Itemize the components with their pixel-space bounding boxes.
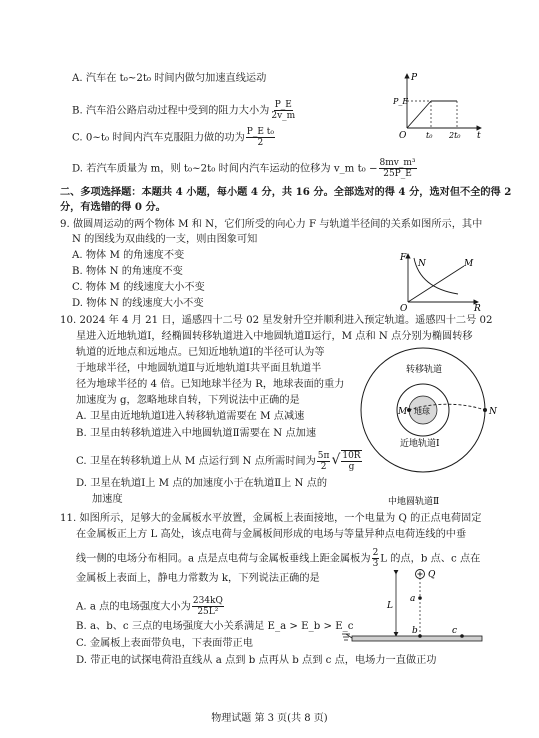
q10-option-b: B. 卫星由转移轨道进入中地圆轨道Ⅱ需要在 N 点加速 [76,428,317,439]
sqrt-sign-icon: √ [331,452,341,468]
q10-option-c [76,450,363,472]
q10-stem-line6: 加速度为 g，忽略地球自转，下列说法中正确的是 [76,395,300,406]
q11-stem-line3-text: 线一侧的电场分布相同。a 点是点电荷与金属板垂线上距金属板为 [76,553,371,565]
q8-option-b-text: B. 汽车沿公路启动过程中受到的阻力大小为 [72,105,270,117]
q8-pe-label: P_E [393,97,409,106]
q10-option-a: A. 卫星由近地轨道Ⅰ进入转移轨道需要在 M 点减速 [76,411,305,422]
q11-stem-line2: 在金属板正上方 L 高处，该点电荷与金属板间形成的电场与等量异种点电荷连线的中垂 [76,529,467,540]
q10-stem-line4: 于地球半径，中地圆轨道Ⅱ与近地轨道Ⅰ共平面且轨道半 [76,363,322,374]
q8-option-b [72,100,297,121]
q11-stem-line4: 金属板上表面上，静电力常数为 k，下列说法正确的是 [76,573,320,584]
page-footer: 物理试题 第 3 页(共 8 页) [211,713,328,724]
q8-ramp-line [407,101,431,128]
q11-stem-fraction: $\frac{2}{3}$ [372,548,379,569]
q10-option-c-text: C. 卫星在转移轨道上从 M 点运行到 N 点所需时间为 [76,456,316,467]
q10-near-orbit-label: 近地轨道Ⅰ [400,439,440,449]
q8-axis-t-label: t [477,131,481,140]
q9-axis-f-label: F [400,253,407,263]
q11-stem-line1: 11. 如图所示，足够大的金属板水平放置，金属板上表面接地，一个电量为 Q 的正点电荷固定 [60,513,482,524]
q9-force-radius-graph [398,248,484,312]
q11-stem-line3-tail: L 的点，b 点、c 点在 [380,553,481,565]
q10-option-d-line1: D. 卫星在轨道Ⅰ上 M 点的加速度小于在轨道Ⅱ上 N 点的 [76,478,328,489]
q9-stem-line2: N 的图线为双曲线的一支，则由图象可知 [72,234,258,245]
q10-stem-line3: 轨道的近地点和远地点。已知近地轨道Ⅰ的半径可认为等 [76,347,325,358]
q9-m-label: M [464,259,474,269]
q10-point-n [483,408,487,412]
q11-option-c: C. 金属板上表面带负电，下表面带正电 [76,638,253,649]
q10-stem-line5: 径为地球半径的 4 倍。已知地球半径为 R，地球表面的重力 [76,379,345,390]
q9-m-line [408,266,464,302]
q11-q-label: Q [428,570,436,580]
q10-transfer-label: 转移轨道 [406,365,443,375]
q8-option-b-fraction: $\frac{P\_E}{2v\_m}$ [271,100,296,121]
q8-t0-label: t₀ [426,131,433,140]
q8-axis-p-label: P [411,73,418,83]
q8-option-a: A. 汽车在 t₀~2t₀ 时间内做匀加速直线运动 [72,73,267,84]
q8-option-c-text: C. 0~t₀ 时间内汽车克服阻力做的功为 [72,132,245,144]
q11-a-label: a [410,594,416,604]
q11-option-a-fraction: $\frac{234kQ}{\text{25L²}}$ [192,596,223,617]
q11-l-label: L [387,601,393,611]
q9-axis-r-label: R [474,304,481,312]
q9-stem-line1: 9. 做圆周运动的两个物体 M 和 N，它们所受的向心力 F 与轨道半径间的关系如图所示，其中 [60,219,483,230]
q10-mid-orbit-label: 中地圆轨道Ⅱ [388,497,440,507]
q8-2t0-label: 2t₀ [449,131,461,140]
q8-power-time-graph [393,68,485,140]
q8-option-c-fraction: $\frac{\text{P\_E t₀}}{2}$ [246,127,274,148]
q10-point-m [407,408,411,412]
q9-origin-label: O [400,304,408,312]
q8-option-d-fraction: $\frac{\text{8mv\_m³}}{25P\_E}$ [379,158,416,179]
q9-option-a: A. 物体 M 的角速度不变 [72,250,185,261]
q9-n-label: N [418,259,426,269]
q11-ground-wire [346,634,352,638]
q11-point-b [418,634,422,638]
q10-earth-label: 地球 [414,407,430,416]
q11-charge-plate-diagram [340,566,490,650]
q11-c-label: c [452,626,458,636]
q10-stem-line2: 星进入近地轨道Ⅰ，经椭圆转移轨道进入中地圆轨道Ⅱ运行，M 点和 N 点分别为椭圆转移 [76,331,473,342]
q11-option-d: D. 带正电的试探电荷沿直线从 a 点到 b 点再从 b 点到 c 点，电场力一直做正功 [76,655,437,666]
q9-option-b: B. 物体 N 的角速度不变 [72,266,183,277]
q8-origin-label: O [399,131,407,140]
q9-option-d: D. 物体 N 的线速度大小不变 [72,298,204,309]
q10-stem-line1: 10. 2024 年 4 月 21 日，遥感四十二号 02 星发射升空并顺利进入预定轨道。遥感四十二号 02 [60,315,493,326]
section2-heading-line1: 二、多项选择题：本题共 4 小题，每小题 4 分，共 16 分。全部选对的得 4 分，选对但不全的得 2 [60,186,512,198]
q8-option-d [72,158,418,179]
q11-option-a-text: A. a 点的电场强度大小为 [76,601,191,613]
q11-option-b: B. a、b、c 三点的电场强度大小关系满足 E_a > E_b > E_c [76,621,354,632]
q10-option-c-coef: $\frac{5\pi}{2}$ [317,450,330,472]
q9-option-c: C. 物体 M 的线速度大小不变 [72,282,205,293]
q11-option-a [76,596,225,617]
q10-orbit-diagram [348,340,528,512]
q10-option-d-line2: 加速度 [92,494,123,505]
q10-option-c-sqrt: $\frac{10R}{g}$ [342,451,361,472]
q11-b-label: b [412,626,418,636]
section2-heading-line2: 分，有选错的得 0 分。 [60,201,166,213]
q8-option-c [72,127,276,148]
q11-point-a [418,596,422,600]
q10-m-label: M [398,407,408,417]
q10-n-label: N [489,407,497,417]
q11-point-c [460,634,464,638]
q8-option-d-text: D. 若汽车质量为 m，则 t₀~2t₀ 时间内汽车运动的位移为 v_m t₀ − [72,163,378,175]
